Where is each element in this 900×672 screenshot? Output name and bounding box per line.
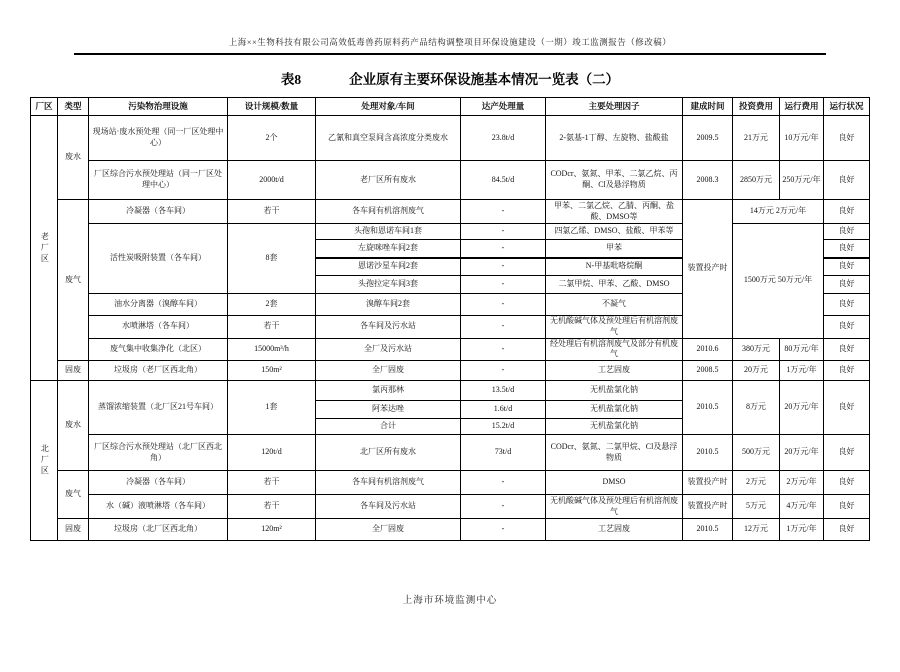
table-cell: 各车间有机溶剂废气 — [316, 471, 461, 495]
column-header: 运行状况 — [824, 98, 870, 116]
table-title — [0, 68, 900, 88]
column-header: 处理对象/车间 — [316, 98, 461, 116]
column-header: 污染物治理设施 — [89, 98, 228, 116]
table-cell: 若干 — [228, 200, 316, 224]
table-cell: 无机盐氯化钠 — [546, 419, 683, 435]
table-cell: 活性炭吸附装置（各车间） — [89, 224, 228, 294]
table-cell: 2008.3 — [683, 161, 733, 200]
table-cell: - — [461, 316, 546, 339]
table-cell: 73t/d — [461, 435, 546, 471]
table-cell: 13.5t/d — [461, 381, 546, 401]
table-cell: 120m² — [228, 519, 316, 541]
table-cell: 冷凝器（各车间） — [89, 200, 228, 224]
status-cell: 良好 — [824, 338, 870, 361]
column-header: 建成时间 — [683, 98, 733, 116]
status-cell: 良好 — [824, 435, 870, 471]
table-cell: 150m² — [228, 361, 316, 381]
status-cell: 良好 — [824, 161, 870, 200]
table-cell: 油水分离器（溴醇车间） — [89, 294, 228, 316]
table-row — [31, 519, 870, 541]
table-cell: 2000t/d — [228, 161, 316, 200]
table-cell: 120t/d — [228, 435, 316, 471]
table-row — [31, 361, 870, 381]
table-row — [31, 381, 870, 401]
status-cell: 良好 — [824, 200, 870, 224]
table-cell: 冷凝器（各车间） — [89, 471, 228, 495]
table-row — [31, 471, 870, 495]
table-cell: 水（碱）液喷淋塔（各车间） — [89, 495, 228, 519]
column-header: 主要处理因子 — [546, 98, 683, 116]
status-cell: 良好 — [824, 258, 870, 276]
table-cell: 经处理后有机溶剂废气及部分有机废气 — [546, 338, 683, 361]
table-cell: 500万元 — [733, 435, 780, 471]
table-cell: 无机酸碱气体及预处理后有机溶剂废气 — [546, 316, 683, 339]
table-cell: 头孢和恩诺车间1套 — [316, 224, 461, 240]
table-cell: - — [461, 338, 546, 361]
table-cell: 北厂区所有废水 — [316, 435, 461, 471]
table-cell: - — [461, 471, 546, 495]
table-cell: 各车间有机溶剂废气 — [316, 200, 461, 224]
table-cell: 380万元 — [733, 338, 780, 361]
table-cell: 2010.5 — [683, 381, 733, 435]
table-cell: CODcr、氨氮、甲苯、二氯乙烷、丙酮、Cl及悬浮物质 — [546, 161, 683, 200]
table-cell: 1万元/年 — [780, 361, 824, 381]
table-cell: 无机盐氯化钠 — [546, 401, 683, 419]
table-cell: 80万元/年 — [780, 338, 824, 361]
table-row — [31, 495, 870, 519]
status-cell: 良好 — [824, 240, 870, 258]
table-cell: CODcr、氨氮、二氯甲烷、Cl及悬浮物质 — [546, 435, 683, 471]
table-cell: 乙氰和真空泵间含高浓度分类废水 — [316, 116, 461, 161]
table-cell: 15.2t/d — [461, 419, 546, 435]
table-cell: 全厂及污水站 — [316, 338, 461, 361]
table-cell: 20万元/年 — [780, 435, 824, 471]
table-cell: - — [461, 495, 546, 519]
table-cell: 水喷淋塔（各车间） — [89, 316, 228, 339]
table-number: 表8 — [280, 72, 302, 87]
table-cell: - — [461, 519, 546, 541]
table-cell: 84.5t/d — [461, 161, 546, 200]
table-cell: 垃圾房（北厂区西北角） — [89, 519, 228, 541]
table-cell: 2个 — [228, 116, 316, 161]
column-header: 运行费用 — [780, 98, 824, 116]
table-cell: - — [461, 240, 546, 258]
table-cell: 氯丙那林 — [316, 381, 461, 401]
table-cell: 2008.5 — [683, 361, 733, 381]
table-cell: 无机盐氯化钠 — [546, 381, 683, 401]
table-cell: 2850万元 — [733, 161, 780, 200]
waste-type-cell: 废水 — [58, 381, 89, 471]
table-cell: 23.8t/d — [461, 116, 546, 161]
table-cell: 8万元 — [733, 381, 780, 435]
table-cell: 厂区综合污水预处理站（同一厂区处理中心） — [89, 161, 228, 200]
table-cell: 阿苯达唑 — [316, 401, 461, 419]
plant-area-cell: 老厂区 — [31, 116, 58, 381]
status-cell: 良好 — [824, 276, 870, 294]
table-row — [31, 435, 870, 471]
table-cell: 甲苯、二氯乙烷、乙腈、丙酮、盐酸、DMSO等 — [546, 200, 683, 224]
table-cell: - — [461, 294, 546, 316]
status-cell: 良好 — [824, 381, 870, 435]
table-cell: 2-氨基-1丁醇、左旋物、盐酸盐 — [546, 116, 683, 161]
table-row — [31, 224, 870, 240]
table-cell: 若干 — [228, 316, 316, 339]
waste-type-cell: 固废 — [58, 361, 89, 381]
table-cell: 各车间及污水站 — [316, 316, 461, 339]
status-cell: 良好 — [824, 224, 870, 240]
status-cell: 良好 — [824, 471, 870, 495]
status-cell: 良好 — [824, 116, 870, 161]
table-cell: N-甲基吡咯烷酮 — [546, 258, 683, 276]
report-header-line: 上海××生物科技有限公司高效低毒兽药原料药产品结构调整项目环保设施建设（一期）竣工监测报告（修改稿） — [74, 36, 826, 55]
table-cell: 恩诺沙星车间2套 — [316, 258, 461, 276]
table-cell: 4万元/年 — [780, 495, 824, 519]
table-row — [31, 116, 870, 161]
table-cell: 合计 — [316, 419, 461, 435]
table-cell: 头孢拉定车间3套 — [316, 276, 461, 294]
table-cell: 2万元/年 — [780, 471, 824, 495]
table-cell: 甲苯 — [546, 240, 683, 258]
table-cell: 2009.5 — [683, 116, 733, 161]
table-cell: 四氯乙烯、DMSO、盐酸、甲苯等 — [546, 224, 683, 240]
column-header: 设计规模/数量 — [228, 98, 316, 116]
table-head — [31, 98, 870, 116]
facilities-table — [30, 97, 870, 541]
table-cell: 2010.5 — [683, 519, 733, 541]
table-cell: 工艺固废 — [546, 361, 683, 381]
waste-type-cell: 废水 — [58, 116, 89, 200]
table-cell: 左旋咪唑车间2套 — [316, 240, 461, 258]
column-header: 类型 — [58, 98, 89, 116]
table-cell: 20万元 — [733, 361, 780, 381]
waste-type-cell: 固废 — [58, 519, 89, 541]
table-cell: 5万元 — [733, 495, 780, 519]
table-cell: 老厂区所有废水 — [316, 161, 461, 200]
status-cell: 良好 — [824, 361, 870, 381]
table-cell: 14万元 2万元/年 — [733, 200, 824, 224]
table-cell: 8套 — [228, 224, 316, 294]
table-cell: 若干 — [228, 495, 316, 519]
table-cell: 全厂固废 — [316, 361, 461, 381]
column-header: 厂区 — [31, 98, 58, 116]
status-cell: 良好 — [824, 495, 870, 519]
table-cell: 250万元/年 — [780, 161, 824, 200]
table-cell: 1500万元 50万元/年 — [733, 224, 824, 339]
table-cell: 工艺固废 — [546, 519, 683, 541]
table-cell: 现场站·废水预处理（同一厂区处理中心） — [89, 116, 228, 161]
table-wrapper — [30, 97, 869, 541]
table-cell: 二氯甲烷、甲苯、乙酸、DMSO — [546, 276, 683, 294]
waste-type-cell: 废气 — [58, 471, 89, 519]
table-cell: 厂区综合污水预处理站（北厂区西北角） — [89, 435, 228, 471]
table-row — [31, 200, 870, 224]
table-cell: 1万元/年 — [780, 519, 824, 541]
table-cell: 2010.5 — [683, 435, 733, 471]
table-cell: 无机酸碱气体及预处理后有机溶剂废气 — [546, 495, 683, 519]
plant-area-cell: 北厂区 — [31, 381, 58, 541]
waste-type-cell: 废气 — [58, 200, 89, 361]
table-cell: 12万元 — [733, 519, 780, 541]
monitoring-center-footer: 上海市环境监测中心 — [402, 596, 498, 606]
table-cell: 垃圾房（老厂区西北角） — [89, 361, 228, 381]
table-cell: - — [461, 361, 546, 381]
table-cell: 2套 — [228, 294, 316, 316]
table-cell: 全厂固废 — [316, 519, 461, 541]
table-cell: 装置投产时 — [683, 495, 733, 519]
table-cell: 蒸馏浓缩装置（北厂区21号车间） — [89, 381, 228, 435]
status-cell: 良好 — [824, 294, 870, 316]
table-cell: - — [461, 258, 546, 276]
table-cell: 废气集中收集净化（北区） — [89, 338, 228, 361]
table-cell: 15000m³/h — [228, 338, 316, 361]
status-cell: 良好 — [824, 316, 870, 339]
column-header: 投资费用 — [733, 98, 780, 116]
table-body — [31, 116, 870, 541]
table-cell: 装置投产时 — [683, 471, 733, 495]
table-cell: 10万元/年 — [780, 116, 824, 161]
table-cell: 溴醇车间2套 — [316, 294, 461, 316]
table-cell: 20万元/年 — [780, 381, 824, 435]
table-cell: - — [461, 224, 546, 240]
table-cell: 不凝气 — [546, 294, 683, 316]
table-cell: - — [461, 200, 546, 224]
table-row — [31, 161, 870, 200]
table-cell: DMSO — [546, 471, 683, 495]
column-header: 达产处理量 — [461, 98, 546, 116]
table-cell: 若干 — [228, 471, 316, 495]
table-cell: 1套 — [228, 381, 316, 435]
table-cell: 1.6t/d — [461, 401, 546, 419]
table-cell: 2010.6 — [683, 338, 733, 361]
table-cell: 2万元 — [733, 471, 780, 495]
table-cell: 各车间及污水站 — [316, 495, 461, 519]
table-cell: 21万元 — [733, 116, 780, 161]
table-cell: - — [461, 276, 546, 294]
status-cell: 良好 — [824, 519, 870, 541]
table-row — [31, 338, 870, 361]
table-title-text: 企业原有主要环保设施基本情况一览表（二） — [349, 72, 620, 87]
table-cell: 装置投产时 — [683, 200, 733, 339]
